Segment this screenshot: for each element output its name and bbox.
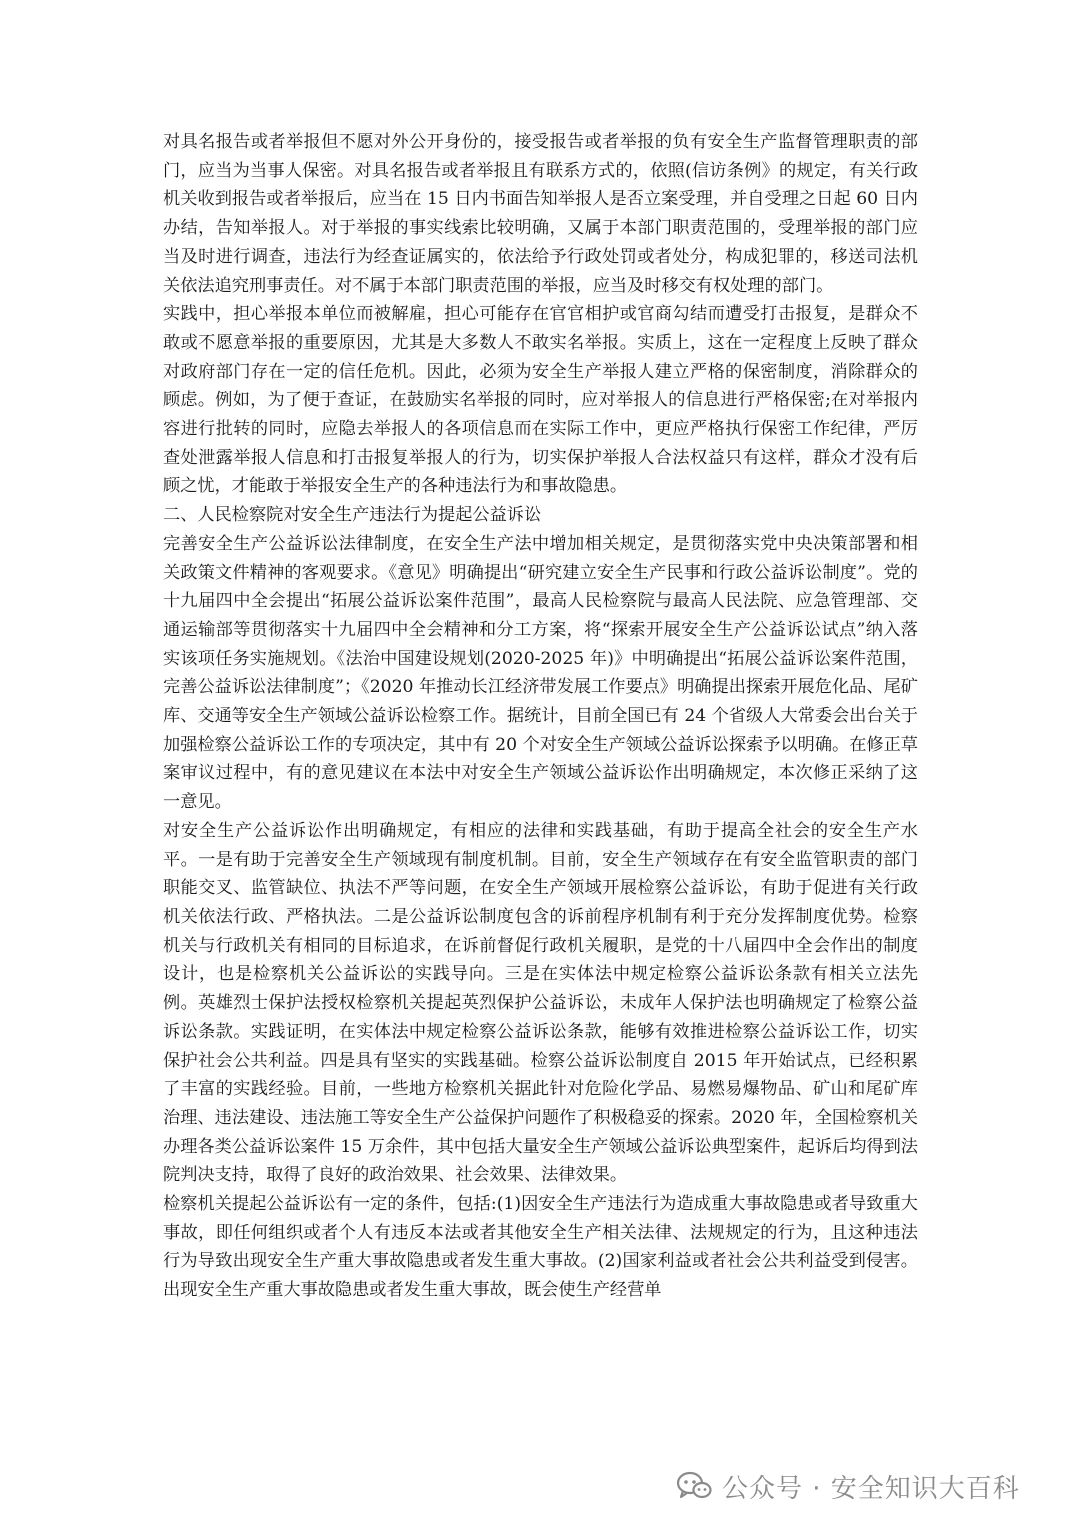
watermark [676,1465,1020,1507]
wechat-icon [676,1471,712,1501]
paragraph-legal-system: 完善安全生产公益诉讼法律制度，在安全生产法中增加相关规定，是贯彻落实党中央决策部署和相关政策文件精神的客观要求。《意见》明确提出“研究建立安全生产民事和行政公益诉讼制度”。党的十九届四中全会提出“拓展公益诉讼案件范围”，最高人民检察院与最高人民法院、应急管理部、交通运输部等贯彻落实十九届四中全会精神和分工方案，将“探索开展安全生产公益诉讼试点”纳入落实该项任务实施规划。《法治中国建设规划(2020-2025 年)》中明确提出“拓展公益诉讼案件范围，完善公益诉讼法律制度”；《2020 年推动长江经济带发展工作要点》明确提出探索开展危化品、尾矿库、交通等安全生产领域公益诉讼检察工作。据统计，目前全国已有 24 个省级人大常委会出台关于加强检察公益诉讼工作的专项决定，其中有 20 个对安全生产领域公益诉讼探索予以明确。在修正草案审议过程中，有的意见建议在本法中对安全生产领域公益诉讼作出明确规定，本次修正采纳了这一意见。 [163,533,918,813]
paragraph-confidentiality: 对具名报告或者举报但不愿对外公开身份的，接受报告或者举报的负有安全生产监督管理职责的部门，应当为当事人保密。对具名报告或者举报且有联系方式的，依照(信访条例》的规定，有关行政机关收到报告或者举报后，应当在 15 日内书面告知举报人是否立案受理，并自受理之日起 60 日内办结，告知举报人。对于举报的事实线索比较明确，又属于本部门职责范围的，受理举报的部门应当及时进行调查，违法行为经查证属实的，依法给予行政处罚或者处分，构成犯罪的，移送司法机关依法追究刑事责任。对不属于本部门职责范围的举报，应当及时移交有权处理的部门。 [163,132,918,296]
paragraph-practice: 实践中，担心举报本单位而被解雇，担心可能存在官官相护或官商勾结而遭受打击报复，是群众不敢或不愿意举报的重要原因，尤其是大多数人不敢实名举报。实质上，这在一定程度上反映了群众对政府部门存在一定的信任危机。因此，必须为安全生产举报人建立严格的保密制度，消除群众的顾虑。例如，为了便于查证，在鼓励实名举报的同时，应对举报人的信息进行严格保密;在对举报内容进行批转的同时，应隐去举报人的各项信息而在实际工作中，更应严格执行保密工作纪律，严厉查处泄露举报人信息和打击报复举报人的行为，切实保护举报人合法权益只有这样，群众才没有后顾之忧，才能敢于举报安全生产的各种违法行为和事故隐患。 [163,304,918,497]
section-heading: 二、人民检察院对安全生产违法行为提起公益诉讼 [163,505,542,526]
paragraph-conditions: 检察机关提起公益诉讼有一定的条件，包括:(1)因安全生产违法行为造成重大事故隐患或者导致重大事故，即任何组织或者个人有违反本法或者其他安全生产相关法律、法规规定的行为，且这种违法行为导致出现安全生产重大事故隐患或者发生重大事故。(2)国家利益或者社会公共利益受到侵害。出现安全生产重大事故隐患或者发生重大事故，既会使生产经营单 [163,1194,918,1301]
paragraph-legal-basis: 对安全生产公益诉讼作出明确规定，有相应的法律和实践基础，有助于提高全社会的安全生产水平。一是有助于完善安全生产领域现有制度机制。目前，安全生产领域存在有安全监管职责的部门职能交叉、监管缺位、执法不严等问题，在安全生产领域开展检察公益诉讼，有助于促进有关行政机关依法行政、严格执法。二是公益诉讼制度包含的诉前程序机制有利于充分发挥制度优势。检察机关与行政机关有相同的目标追求，在诉前督促行政机关履职，是党的十八届四中全会作出的制度设计，也是检察机关公益诉讼的实践导向。三是在实体法中规定检察公益诉讼条款有相关立法先例。英雄烈士保护法授权检察机关提起英烈保护公益诉讼，未成年人保护法也明确规定了检察公益诉讼条款。实践证明，在实体法中规定检察公益诉讼条款，能够有效推进检察公益诉讼工作，切实保护社会公共利益。四是具有坚实的实践基础。检察公益诉讼制度自 2015 年开始试点，已经积累了丰富的实践经验。目前，一些地方检察机关据此针对危险化学品、易燃易爆物品、矿山和尾矿库治理、违法建设、违法施工等安全生产公益保护问题作了积极稳妥的探索。2020 年，全国检察机关办理各类公益诉讼案件 15 万余件，其中包括大量安全生产领域公益诉讼典型案件，起诉后均得到法院判决支持，取得了良好的政治效果、社会效果、法律效果。 [163,820,918,1186]
document-body [163,128,918,1305]
watermark-text: 公众号 · 安全知识大百科 [722,1473,1020,1504]
